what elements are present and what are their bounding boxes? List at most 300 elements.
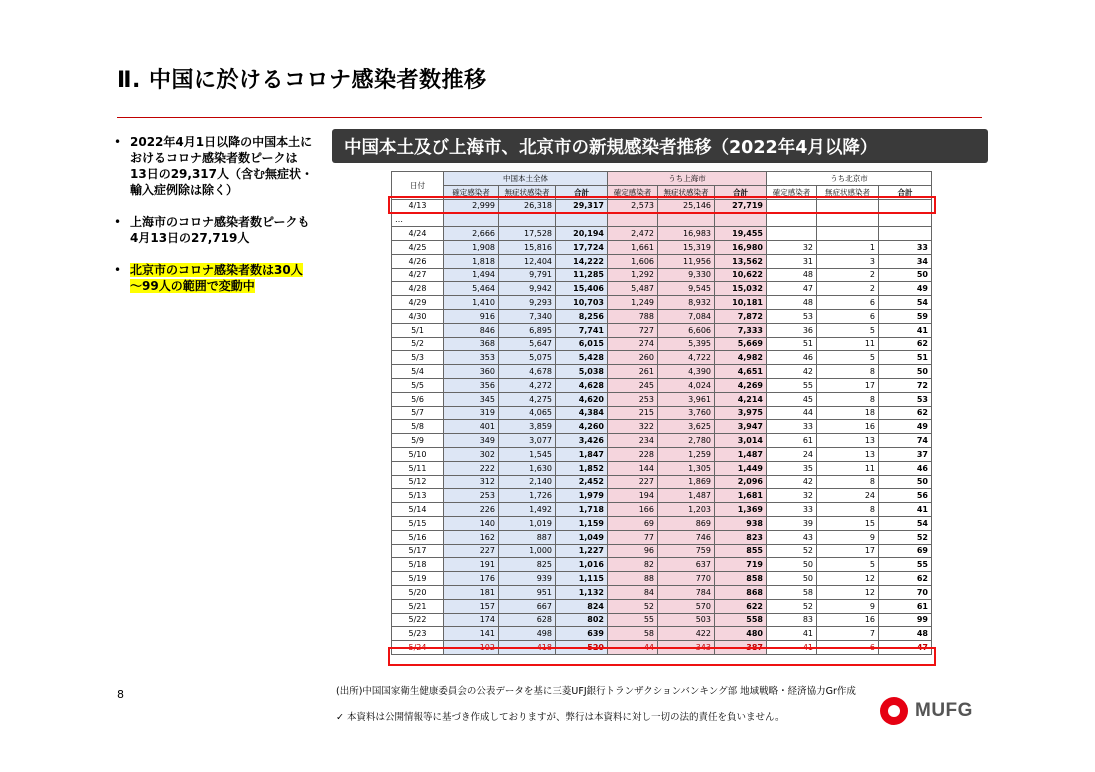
value-cell: 15,816 bbox=[499, 240, 556, 254]
value-cell: 37 bbox=[879, 447, 932, 461]
value-cell: 938 bbox=[715, 516, 767, 530]
value-cell: 1,449 bbox=[715, 461, 767, 475]
value-cell: 5,038 bbox=[556, 365, 608, 379]
date-cell: 5/10 bbox=[392, 447, 444, 461]
value-cell: 12 bbox=[817, 572, 879, 586]
value-cell: 84 bbox=[608, 585, 658, 599]
value-cell: 8,932 bbox=[658, 296, 715, 310]
value-cell: 17 bbox=[817, 378, 879, 392]
value-cell: 1,681 bbox=[715, 489, 767, 503]
value-cell: 869 bbox=[658, 516, 715, 530]
sub-header: 無症状感染者 bbox=[817, 185, 879, 199]
value-cell: 4,390 bbox=[658, 365, 715, 379]
value-cell: 96 bbox=[608, 544, 658, 558]
value-cell: 825 bbox=[499, 558, 556, 572]
table-row bbox=[392, 585, 932, 599]
value-cell: 6 bbox=[817, 309, 879, 323]
bullet-mark: • bbox=[114, 263, 122, 277]
value-cell: 50 bbox=[879, 268, 932, 282]
value-cell: 9 bbox=[817, 599, 879, 613]
sub-header: 合計 bbox=[556, 185, 608, 199]
value-cell: 41 bbox=[879, 323, 932, 337]
value-cell: 141 bbox=[444, 627, 499, 641]
value-cell: 17 bbox=[817, 544, 879, 558]
value-cell bbox=[767, 227, 817, 241]
highlight-box-peak-row bbox=[388, 196, 936, 214]
value-cell: 3,947 bbox=[715, 420, 767, 434]
value-cell: 83 bbox=[767, 613, 817, 627]
value-cell: 1,726 bbox=[499, 489, 556, 503]
bullet-text: 上海市のコロナ感染者数ピークも4月13日の27,719人 bbox=[130, 215, 310, 245]
date-cell: 5/18 bbox=[392, 558, 444, 572]
value-cell: 846 bbox=[444, 323, 499, 337]
value-cell: 5 bbox=[817, 558, 879, 572]
value-cell: 4,024 bbox=[658, 378, 715, 392]
empty-cell bbox=[556, 213, 608, 227]
date-cell: 4/29 bbox=[392, 296, 444, 310]
date-cell: 5/20 bbox=[392, 585, 444, 599]
value-cell: 770 bbox=[658, 572, 715, 586]
date-cell: 4/28 bbox=[392, 282, 444, 296]
table-row bbox=[392, 516, 932, 530]
value-cell: 622 bbox=[715, 599, 767, 613]
table-row bbox=[392, 572, 932, 586]
date-cell: 5/17 bbox=[392, 544, 444, 558]
value-cell: 59 bbox=[879, 309, 932, 323]
value-cell: 49 bbox=[879, 420, 932, 434]
sub-header: 確定感染者 bbox=[444, 185, 499, 199]
value-cell: 31 bbox=[767, 254, 817, 268]
value-cell: 1 bbox=[817, 240, 879, 254]
value-cell: 27,719 bbox=[715, 199, 767, 213]
value-cell: 20,194 bbox=[556, 227, 608, 241]
value-cell: 181 bbox=[444, 585, 499, 599]
value-cell: 1,661 bbox=[608, 240, 658, 254]
value-cell: 824 bbox=[556, 599, 608, 613]
value-cell: 17,724 bbox=[556, 240, 608, 254]
value-cell: 8,256 bbox=[556, 309, 608, 323]
value-cell: 33 bbox=[879, 240, 932, 254]
value-cell: 639 bbox=[556, 627, 608, 641]
infection-table bbox=[391, 171, 932, 655]
value-cell: 51 bbox=[767, 337, 817, 351]
value-cell: 8 bbox=[817, 475, 879, 489]
table-row bbox=[392, 392, 932, 406]
value-cell: 520 bbox=[556, 641, 608, 655]
value-cell: 174 bbox=[444, 613, 499, 627]
date-cell: 5/13 bbox=[392, 489, 444, 503]
value-cell: 16,983 bbox=[658, 227, 715, 241]
sub-header: 無症状感染者 bbox=[499, 185, 556, 199]
value-cell: 32 bbox=[767, 240, 817, 254]
date-cell: 5/8 bbox=[392, 420, 444, 434]
value-cell: 52 bbox=[767, 544, 817, 558]
value-cell: 4,214 bbox=[715, 392, 767, 406]
source-note: (出所)中国国家衛生健康委員会の公表データを基に三菱UFJ銀行トランザクションバンキング部 地域戦略・経済協力Gr作成 bbox=[336, 686, 856, 697]
value-cell: 16 bbox=[817, 613, 879, 627]
date-cell: 5/4 bbox=[392, 365, 444, 379]
table-row bbox=[392, 447, 932, 461]
table-row bbox=[392, 351, 932, 365]
table-row-ellipsis bbox=[392, 213, 932, 227]
date-cell: 5/15 bbox=[392, 516, 444, 530]
empty-cell bbox=[879, 213, 932, 227]
value-cell: 387 bbox=[715, 641, 767, 655]
date-cell: 5/1 bbox=[392, 323, 444, 337]
value-cell: 45 bbox=[767, 392, 817, 406]
value-cell: 48 bbox=[767, 296, 817, 310]
value-cell: 99 bbox=[879, 613, 932, 627]
value-cell: 4,722 bbox=[658, 351, 715, 365]
table-row bbox=[392, 613, 932, 627]
value-cell: 887 bbox=[499, 530, 556, 544]
value-cell: 5,464 bbox=[444, 282, 499, 296]
value-cell: 9,545 bbox=[658, 282, 715, 296]
table-row bbox=[392, 420, 932, 434]
value-cell: 157 bbox=[444, 599, 499, 613]
bullet-item bbox=[114, 262, 314, 294]
value-cell: 72 bbox=[879, 378, 932, 392]
date-cell: 5/11 bbox=[392, 461, 444, 475]
value-cell: 3,014 bbox=[715, 434, 767, 448]
value-cell: 4,272 bbox=[499, 378, 556, 392]
table-row bbox=[392, 365, 932, 379]
date-cell: 5/19 bbox=[392, 572, 444, 586]
value-cell: 1,227 bbox=[556, 544, 608, 558]
group-header-beijing: うち北京市 bbox=[767, 172, 932, 186]
value-cell: 7,333 bbox=[715, 323, 767, 337]
value-cell: 55 bbox=[767, 378, 817, 392]
value-cell: 5,075 bbox=[499, 351, 556, 365]
value-cell: 227 bbox=[608, 475, 658, 489]
value-cell: 44 bbox=[767, 406, 817, 420]
date-cell: 5/5 bbox=[392, 378, 444, 392]
value-cell: 166 bbox=[608, 503, 658, 517]
value-cell: 36 bbox=[767, 323, 817, 337]
value-cell: 868 bbox=[715, 585, 767, 599]
value-cell: 1,016 bbox=[556, 558, 608, 572]
value-cell: 1,718 bbox=[556, 503, 608, 517]
value-cell: 70 bbox=[879, 585, 932, 599]
date-cell: 5/21 bbox=[392, 599, 444, 613]
value-cell: 1,630 bbox=[499, 461, 556, 475]
value-cell: 234 bbox=[608, 434, 658, 448]
empty-cell bbox=[444, 213, 499, 227]
value-cell: 3,961 bbox=[658, 392, 715, 406]
value-cell: 69 bbox=[608, 516, 658, 530]
value-cell: 15 bbox=[817, 516, 879, 530]
value-cell: 4,269 bbox=[715, 378, 767, 392]
value-cell: 558 bbox=[715, 613, 767, 627]
value-cell: 24 bbox=[767, 447, 817, 461]
value-cell: 784 bbox=[658, 585, 715, 599]
date-cell: 4/30 bbox=[392, 309, 444, 323]
mufg-logo-text: MUFG bbox=[915, 700, 973, 721]
value-cell: 274 bbox=[608, 337, 658, 351]
value-cell: 50 bbox=[879, 365, 932, 379]
value-cell: 253 bbox=[444, 489, 499, 503]
date-cell: 4/25 bbox=[392, 240, 444, 254]
value-cell: 11 bbox=[817, 337, 879, 351]
value-cell: 51 bbox=[879, 351, 932, 365]
value-cell: 61 bbox=[879, 599, 932, 613]
value-cell: 245 bbox=[608, 378, 658, 392]
value-cell: 480 bbox=[715, 627, 767, 641]
value-cell: 3,077 bbox=[499, 434, 556, 448]
value-cell: 6 bbox=[817, 641, 879, 655]
value-cell: 2,140 bbox=[499, 475, 556, 489]
value-cell: 1,115 bbox=[556, 572, 608, 586]
value-cell: 3,760 bbox=[658, 406, 715, 420]
value-cell: 360 bbox=[444, 365, 499, 379]
table-row bbox=[392, 337, 932, 351]
value-cell: 260 bbox=[608, 351, 658, 365]
value-cell: 302 bbox=[444, 447, 499, 461]
value-cell: 44 bbox=[608, 641, 658, 655]
value-cell: 13,562 bbox=[715, 254, 767, 268]
value-cell: 13 bbox=[817, 447, 879, 461]
sub-header: 合計 bbox=[715, 185, 767, 199]
value-cell: 52 bbox=[608, 599, 658, 613]
value-cell: 7 bbox=[817, 627, 879, 641]
ellipsis-cell: … bbox=[392, 213, 444, 227]
empty-cell bbox=[658, 213, 715, 227]
date-cell: 5/16 bbox=[392, 530, 444, 544]
value-cell: 25,146 bbox=[658, 199, 715, 213]
value-cell: 7,872 bbox=[715, 309, 767, 323]
value-cell: 916 bbox=[444, 309, 499, 323]
value-cell: 5 bbox=[817, 351, 879, 365]
date-cell: 5/6 bbox=[392, 392, 444, 406]
value-cell: 191 bbox=[444, 558, 499, 572]
value-cell: 746 bbox=[658, 530, 715, 544]
value-cell: 17,528 bbox=[499, 227, 556, 241]
value-cell bbox=[817, 227, 879, 241]
table-row bbox=[392, 461, 932, 475]
sub-header: 確定感染者 bbox=[767, 185, 817, 199]
value-cell: 50 bbox=[767, 572, 817, 586]
value-cell: 35 bbox=[767, 461, 817, 475]
value-cell: 8 bbox=[817, 503, 879, 517]
date-cell: 5/3 bbox=[392, 351, 444, 365]
value-cell: 4,628 bbox=[556, 378, 608, 392]
value-cell: 162 bbox=[444, 530, 499, 544]
value-cell: 322 bbox=[608, 420, 658, 434]
table-row bbox=[392, 544, 932, 558]
value-cell: 41 bbox=[767, 641, 817, 655]
value-cell: 4,260 bbox=[556, 420, 608, 434]
value-cell: 7,340 bbox=[499, 309, 556, 323]
value-cell: 7,084 bbox=[658, 309, 715, 323]
value-cell: 4,678 bbox=[499, 365, 556, 379]
table-title-banner: 中国本土及び上海市、北京市の新規感染者推移（2022年4月以降） bbox=[332, 129, 988, 163]
value-cell: 46 bbox=[767, 351, 817, 365]
value-cell: 3,426 bbox=[556, 434, 608, 448]
value-cell: 312 bbox=[444, 475, 499, 489]
value-cell: 54 bbox=[879, 296, 932, 310]
value-cell: 6,606 bbox=[658, 323, 715, 337]
value-cell: 2,780 bbox=[658, 434, 715, 448]
value-cell: 11,956 bbox=[658, 254, 715, 268]
disclaimer-note: ✓ 本資料は公開情報等に基づき作成しておりますが、弊行は本資料に対し一切の法的責任を負いません。 bbox=[336, 712, 785, 723]
value-cell: 3,975 bbox=[715, 406, 767, 420]
value-cell: 1,019 bbox=[499, 516, 556, 530]
value-cell: 1,000 bbox=[499, 544, 556, 558]
value-cell: 11,285 bbox=[556, 268, 608, 282]
value-cell: 4,620 bbox=[556, 392, 608, 406]
value-cell: 15,406 bbox=[556, 282, 608, 296]
value-cell: 353 bbox=[444, 351, 499, 365]
value-cell: 52 bbox=[879, 530, 932, 544]
value-cell: 11 bbox=[817, 461, 879, 475]
value-cell: 6 bbox=[817, 296, 879, 310]
bullet-list bbox=[114, 134, 314, 310]
value-cell: 356 bbox=[444, 378, 499, 392]
value-cell: 43 bbox=[767, 530, 817, 544]
value-cell: 46 bbox=[879, 461, 932, 475]
value-cell: 53 bbox=[879, 392, 932, 406]
value-cell: 401 bbox=[444, 420, 499, 434]
value-cell: 5,647 bbox=[499, 337, 556, 351]
value-cell: 5,395 bbox=[658, 337, 715, 351]
value-cell: 1,259 bbox=[658, 447, 715, 461]
value-cell: 727 bbox=[608, 323, 658, 337]
value-cell: 10,622 bbox=[715, 268, 767, 282]
value-cell: 6,895 bbox=[499, 323, 556, 337]
value-cell: 855 bbox=[715, 544, 767, 558]
value-cell: 9,942 bbox=[499, 282, 556, 296]
value-cell: 82 bbox=[608, 558, 658, 572]
value-cell: 2,472 bbox=[608, 227, 658, 241]
value-cell: 9,330 bbox=[658, 268, 715, 282]
value-cell: 10,181 bbox=[715, 296, 767, 310]
highlight-box-latest-row bbox=[388, 647, 936, 666]
value-cell: 1,979 bbox=[556, 489, 608, 503]
date-cell: 5/14 bbox=[392, 503, 444, 517]
value-cell: 6,015 bbox=[556, 337, 608, 351]
value-cell: 2,096 bbox=[715, 475, 767, 489]
value-cell: 226 bbox=[444, 503, 499, 517]
value-cell: 1,487 bbox=[715, 447, 767, 461]
bullet-item bbox=[114, 134, 314, 198]
value-cell: 1,410 bbox=[444, 296, 499, 310]
value-cell: 3,859 bbox=[499, 420, 556, 434]
value-cell: 62 bbox=[879, 406, 932, 420]
value-cell: 570 bbox=[658, 599, 715, 613]
sub-header: 合計 bbox=[879, 185, 932, 199]
value-cell: 628 bbox=[499, 613, 556, 627]
value-cell: 5,428 bbox=[556, 351, 608, 365]
empty-cell bbox=[767, 213, 817, 227]
value-cell: 15,319 bbox=[658, 240, 715, 254]
value-cell: 32 bbox=[767, 489, 817, 503]
value-cell: 29,317 bbox=[556, 199, 608, 213]
value-cell: 58 bbox=[608, 627, 658, 641]
value-cell: 222 bbox=[444, 461, 499, 475]
value-cell: 1,545 bbox=[499, 447, 556, 461]
group-header-shanghai: うち上海市 bbox=[608, 172, 767, 186]
value-cell: 74 bbox=[879, 434, 932, 448]
value-cell: 719 bbox=[715, 558, 767, 572]
value-cell: 823 bbox=[715, 530, 767, 544]
value-cell: 5,669 bbox=[715, 337, 767, 351]
value-cell: 215 bbox=[608, 406, 658, 420]
mufg-logo bbox=[880, 697, 973, 725]
value-cell: 49 bbox=[879, 282, 932, 296]
value-cell: 2,452 bbox=[556, 475, 608, 489]
value-cell: 54 bbox=[879, 516, 932, 530]
empty-cell bbox=[608, 213, 658, 227]
value-cell: 55 bbox=[608, 613, 658, 627]
value-cell: 759 bbox=[658, 544, 715, 558]
value-cell: 2,573 bbox=[608, 199, 658, 213]
value-cell: 41 bbox=[767, 627, 817, 641]
table-row bbox=[392, 227, 932, 241]
value-cell: 47 bbox=[879, 641, 932, 655]
table-row bbox=[392, 489, 932, 503]
value-cell: 15,032 bbox=[715, 282, 767, 296]
infection-table-wrapper bbox=[391, 171, 932, 655]
value-cell: 1,492 bbox=[499, 503, 556, 517]
value-cell: 12 bbox=[817, 585, 879, 599]
value-cell: 227 bbox=[444, 544, 499, 558]
value-cell: 2,666 bbox=[444, 227, 499, 241]
value-cell: 503 bbox=[658, 613, 715, 627]
title-divider bbox=[117, 117, 982, 118]
value-cell: 52 bbox=[767, 599, 817, 613]
table-row bbox=[392, 296, 932, 310]
date-cell: 5/7 bbox=[392, 406, 444, 420]
value-cell: 62 bbox=[879, 572, 932, 586]
value-cell: 18 bbox=[817, 406, 879, 420]
value-cell: 56 bbox=[879, 489, 932, 503]
value-cell: 53 bbox=[767, 309, 817, 323]
value-cell: 368 bbox=[444, 337, 499, 351]
value-cell: 1,249 bbox=[608, 296, 658, 310]
value-cell: 2 bbox=[817, 268, 879, 282]
date-cell: 5/2 bbox=[392, 337, 444, 351]
value-cell: 26,318 bbox=[499, 199, 556, 213]
value-cell: 1,852 bbox=[556, 461, 608, 475]
table-row bbox=[392, 378, 932, 392]
sub-header: 無症状感染者 bbox=[658, 185, 715, 199]
value-cell: 42 bbox=[767, 475, 817, 489]
table-row bbox=[392, 530, 932, 544]
value-cell: 69 bbox=[879, 544, 932, 558]
value-cell: 16 bbox=[817, 420, 879, 434]
table-row bbox=[392, 599, 932, 613]
bullet-text-highlighted: 北京市のコロナ感染者数は30人～99人の範囲で変動中 bbox=[130, 263, 303, 293]
date-cell: 4/24 bbox=[392, 227, 444, 241]
value-cell: 802 bbox=[556, 613, 608, 627]
value-cell: 9 bbox=[817, 530, 879, 544]
table-row bbox=[392, 627, 932, 641]
value-cell: 4,275 bbox=[499, 392, 556, 406]
value-cell: 24 bbox=[817, 489, 879, 503]
table-row bbox=[392, 240, 932, 254]
date-cell: 4/26 bbox=[392, 254, 444, 268]
value-cell: 667 bbox=[499, 599, 556, 613]
value-cell: 1,203 bbox=[658, 503, 715, 517]
value-cell: 1,369 bbox=[715, 503, 767, 517]
value-cell: 1,494 bbox=[444, 268, 499, 282]
value-cell: 140 bbox=[444, 516, 499, 530]
sub-header: 確定感染者 bbox=[608, 185, 658, 199]
empty-cell bbox=[817, 213, 879, 227]
value-cell: 88 bbox=[608, 572, 658, 586]
table-row bbox=[392, 254, 932, 268]
value-cell: 34 bbox=[879, 254, 932, 268]
